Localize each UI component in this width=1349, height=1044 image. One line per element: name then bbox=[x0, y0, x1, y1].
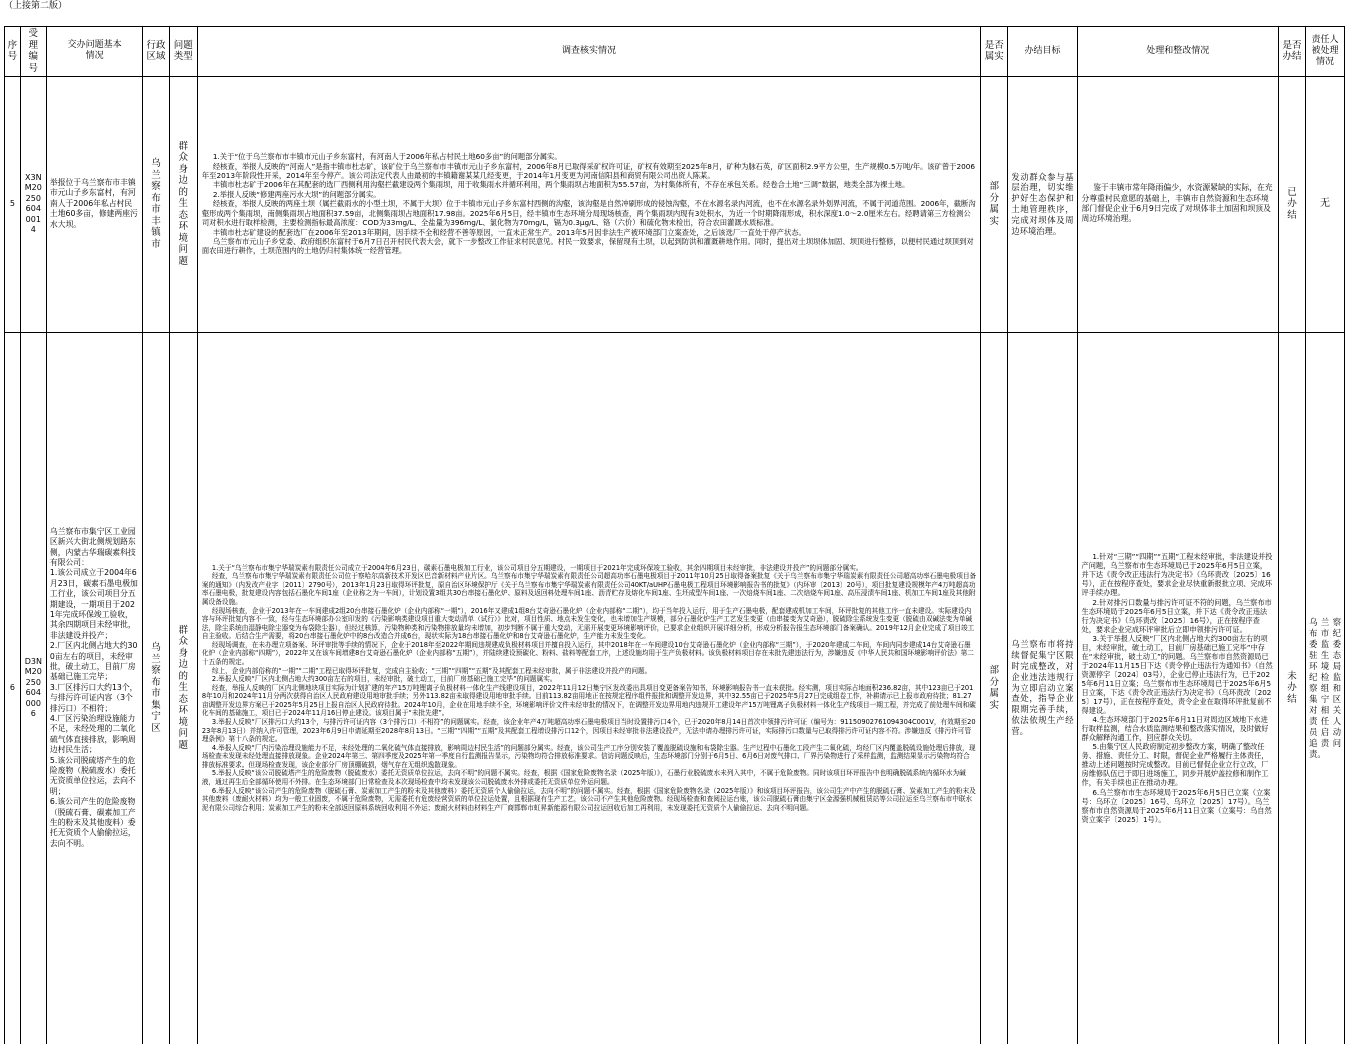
row6-survey-para: 综上，企业内部俗称的“一期”“二期”工程已取得环评批复，完成自主验收；“三期”“四期”“五期”及其配套工程未经审批，属于非法建设并投产的问题。 bbox=[211, 666, 652, 675]
header-id: 受理编号 bbox=[20, 27, 46, 77]
header-accountability: 责任人被处理情况 bbox=[1306, 27, 1345, 77]
row6-region: 乌兰察布市集宁区 bbox=[143, 332, 169, 1044]
row5-seq: 5 bbox=[5, 76, 21, 332]
row6-handling-para: 1.针对“三期”“四期”“五期”工程未经审批，非法建设并投产问题，乌兰察布市生态环境局已于2025年6月5日立案，并下达《责令改正违法行为决定书》（乌环责改〔2025〕16号），正在按程序查处，要求企业尽快重新报批立项、完成环评手续办理。 bbox=[1081, 552, 1273, 598]
row6-survey-para: 1.关于“乌兰察布市集宁华瑞炭素有限责任公司成立于2004年6月23日，碳素石墨电极加工行业，该公司项目分五期建设，一期项目于2021年完成环保竣工验收，其余四期项目未经审批，非法建设并投产”的问题部分属实。 bbox=[211, 563, 863, 572]
row6-handling-para: 6.乌兰察布市生态环境局于2025年6月5日已立案（立案号：乌环立〔2025〕16号、乌环立〔2025〕17号）。乌兰察布市自然资源局于2025年6月11日立案（立案号：乌自然资立案字〔2025〕1号）。 bbox=[1081, 787, 1272, 824]
row5-region: 乌兰察布市丰镇市 bbox=[143, 76, 169, 332]
row6-problem-item: 2.厂区内北侧占地大约300亩左右的项目，未经审批，破土动工，目前厂房基础已施工完毕； bbox=[49, 641, 138, 682]
row5-survey-para: 丰镇市杜志矿建设的配套选厂在2006年至2013年期间，因手续不全和经营不善等原因，一直未正常生产。2013年5月因非法生产被环境部门立案查处，之后该选厂一直处于停产状态。 bbox=[212, 227, 806, 237]
row6-id: D3NM202506040006 bbox=[20, 332, 46, 1044]
row6-problem-item: 乌兰察布市集宁区工业园区新兴大街北侧规划路东侧，内蒙古华瑞碳素科技有限公司： bbox=[49, 526, 136, 567]
row6-survey-para: 5.举报人反映“该公司脱硫塔产生的危险废物（脱硫废水）委托无资质单位拉运，去向不明”的问题不属实。经查，根据《国家危险废物名录（2025年版）》，石墨行业脱硫废水未列入其中，不属于危险废物。同时该项目环评报告中也明确脱硫系统内循环水为碱液，通过再生后全部循环使用不外排。在生态环境部门日常检查及本次现场检查中均未发现该公司脱硫废水外排或委托无资质单位外运问题。 bbox=[201, 769, 966, 787]
row6-handling bbox=[1077, 332, 1278, 1044]
row6-survey-para: 经现场核查，企业于2013年在一车间建成2组20台串接石墨化炉（企业内部称“一期”），2016年又建成1组8台艾奇逊石墨化炉（企业内部称“二期”），均于当年投入运行，用于生产石墨电极，配套建成机加工车间，环评批复的其他工序一直未建设。实际建设内容与环评批复内容不一致，经与生态环境部办公室印发的《污染影响类建设项目重大变动清单（试行）》比对，项目性质、地点未发生变化，也未增加生产规模，部分石墨化炉生产工艺发生变更（由串接变为艾奇逊），脱硫除尘系统发生变更（脱硫由双碱法变为单碱法，除尘系统由湿静电除尘器变为布袋除尘器），但经过核算，污染物种类和污染物排放量均未增加，初步判断不属于重大变动，无需开展变更环境影响评价，已要求企业组织开展详细分析，形成分析报告报生态环境部门备案确认。2019年12月企业完成了项目竣工自主验收。后结合生产需要，将20台串接石墨化炉中的8台改造合并成6台，现状实际为18台串接石墨化炉和8台艾奇逊石墨化炉，生产能力未发生变化。 bbox=[201, 606, 975, 641]
row6-survey-para: 2.举报人反映“厂区内北侧占地大约300亩左右的项目，未经审批，破土动工，目前厂房基础已施工完毕”的问题属实。 bbox=[211, 675, 557, 684]
row5-done: 已办结 bbox=[1278, 76, 1305, 332]
row5-accountability: 无 bbox=[1306, 76, 1345, 332]
row5-handling bbox=[1077, 76, 1278, 332]
row6-problem-item: 6.该公司产生的危险废物（脱硫石膏、碳素加工产生的粉末及其他废料）委托无资质个人偷偷拉运，去向不明。 bbox=[49, 797, 136, 848]
row6-accountability: 乌兰察布市纪委监委驻生态环境局纪检监察组和集宁区对相关责任人员启动追责问责。 bbox=[1306, 332, 1345, 1044]
header-survey: 调查核实情况 bbox=[197, 27, 980, 77]
table-row-6 bbox=[5, 332, 1345, 1044]
row5-id: X3NM202506040014 bbox=[20, 76, 46, 332]
row6-verified: 部分属实 bbox=[981, 332, 1008, 1044]
continued-label: （上接第二版） bbox=[4, 1, 68, 11]
row5-verified: 部分属实 bbox=[981, 76, 1008, 332]
header-goal: 办结目标 bbox=[1008, 27, 1077, 77]
row6-goal: 乌兰察布市将持续督促集宁区限时完成整改，对企业违法违规行为立即启动立案查处，指导企业限期完善手续，依法依规生产经营。 bbox=[1008, 332, 1077, 1044]
complaint-table bbox=[4, 26, 1345, 1044]
table-row-5 bbox=[5, 76, 1345, 332]
row5-survey-para: 2.举报人反映“修建两座污水大坝”的问题部分属实。 bbox=[212, 189, 381, 199]
row6-survey-para: 经现场调查，在未办理立项备案、环评审批等手续的情况下，企业于2018年至2022年期间违规建成负极材料项目并擅自投入运行，其中2018年在一车间建设10台艾奇逊石墨化炉（企业内部称“三期”），于2020年建成二车间，车间内同步建成14台艾奇逊石墨化炉（企业内部称“四期”），2022年又在该车间增建8台艾奇逊石墨化炉（企业内部称“五期”），并陆续建设预碳化、粉料、盐料等配套工序，上述设施均用于生产负极材料。该负极材料项目存在未批先建违法行为，涉嫌违反《中华人民共和国环境影响评价法》第二十五条的规定。 bbox=[201, 640, 974, 666]
row6-survey-para: 经查，举报人反映的厂区内北侧地块项目实际为计划扩建的年产15万吨锂离子负极材料一体化生产线建设项目，2022年11月12日集宁区发改委出具项目变更备案告知书，环境影响报告书一直未获批。经实测，项目实际占地面积236.82亩，其中123亩已于2018年10月和2024年11月分两次获得自治区人民政府建设用地审批手续；另外113.82亩未取得建设用地审批手续。目前113.82亩用地正在按规定程序组件报批和调整开发边界，其中32.55亩已于2025年5月27日完成组卷工作，补耕请示已上报市政府待批；81.27亩调整开发边界方案已于2025年5月25日上报自治区人民政府待批。2024年10月，企业在用地手续不全，环境影响评价文件未经审批的情况下，在调整开发边界用地内违规开工建设年产15万吨锂离子负极材料一体化生产线项目一期工程，并完成了前处理车间和碳化车间的基础施工，项目已于2024年11月16日停止建设。该项目属于“未批先建”。 bbox=[201, 683, 976, 718]
row5-goal: 发动群众参与基层治理，切实维护好生态保护和土地管理秩序，完成对坝体及周边环境治理。 bbox=[1008, 76, 1077, 332]
row6-type: 群众身边的生态环境问题 bbox=[169, 332, 197, 1044]
row5-survey bbox=[197, 76, 980, 332]
row6-problem-item: 1.该公司成立于2004年6月23日，碳素石墨电极加工行业，该公司项目分五期建设，一期项目于2021年完成环保竣工验收，其余四期项目未经审批，非法建设并投产； bbox=[49, 568, 138, 640]
row6-survey-para: 3.举报人反映“厂区排污口大约13个，与排污许可证内容（3个排污口）不相符”的问题属实。经查，该企业年产4万吨超高功率石墨电极项目当时设置排污口4个，已于2020年8月14日首次申领排污许可证（编号为：91150902761094304C001V，有效期至2023年8月13日）并纳入许可管理，2023年6月9日申请延期至2028年8月13日。“三期”“四期”“五期”及其配套工程增设排污口12个，因项目未经审批非法建设投产，无法申请办理排污许可证，实际排污口数量与已取得排污许可证内容不符。涉嫌违反《排污许可管理条例》第十八条的规定。 bbox=[201, 718, 976, 744]
row5-survey-para: 乌兰察布市元山子乡党委、政府组织东富村于6月7日召开村民代表大会，就下一步整改工作征求村民意见。村民一致要求，保留现有土坝，以起到防洪和灌溉耕地作用。同时，提出对土坝坝体加固、坝顶进行整修，以便村民通过坝顶到对面农田进行耕作，土坝范围内的土地仍归村集体统一经营管理。 bbox=[201, 236, 974, 256]
row6-survey-para: 6.举报人反映“该公司产生的危险废物（脱硫石膏、炭素加工产生的粉末及其他废料）委托无资质个人偷偷拉运，去向不明”的问题不属实。经查，根据《国家危险废物名录（2025年版）》和该项目环评报告，该公司生产中产生的脱硫石膏、炭素加工产生的粉末及其他废料（废耐火材料）均为一般工业固废，不属于危险废物，无需委托有危废经营资质的单位拉运处置，且根据现有生产工艺，该公司不产生其他危险废物。经现场检查和查阅拉运台账，该公司脱硫石膏由集宁区金源强机械租赁站等公司拉运至乌兰察布市中联水泥有限公司综合利用；炭素加工产生的粉末全部返回原料系统回收利用不外运；废耐火材料由材料生产厂商邯郸市虹昇新能源有限公司拉运回收后加工再利用，未发现委托无资质个人偷偷拉运、去向不明问题。 bbox=[201, 786, 976, 812]
row5-survey-para: 经核查，举报人反映的两座土坝（属拦截雨水的小型土坝，不属于大坝）位于丰镇市元山子乡东富村西侧的沟壑，该沟壑是自然冲刷形成的侵蚀沟壑，不在水源名录内河流，也不在水源名录外划界河流，不属于河道范围。2006年，截断沟壑形成两个集雨坝，南侧集雨坝占地面积37.59亩，北侧集雨坝占地面积17.98亩。2025年6月5日，经丰镇市生态环境分局现场核查，两个集雨坝内现有3处积水，为近一个时期降雨形成，积水深度1.0～2.0厘米左右。经聘请第三方检测公司对积水进行取样检测，主要检测指标最高浓度：COD为33mg/L、全盐量为396mg/L、氯化物为70mg/L，镉为0.3μg/L、铬（六价）和硫化物未检出，符合农田灌溉水质标准。 bbox=[201, 199, 976, 228]
row6-problem-item: 5.该公司脱硫塔产生的危险废物（脱硫废水）委托无资质单位拉运，去向不明； bbox=[49, 755, 136, 796]
row5-survey-para: 经核查，举报人反映的“河南人”是指丰镇市杜志矿，该矿位于乌兰察布市丰镇市元山子乡东富村，2006年8月已取得采矿权许可证，矿权有效期至2025年8月，矿种为脉石英，矿区面积2.9平方公里，生产规模0.5万吨/年。该矿曾于2006年至2013年阶段性开采，2014年至今停产。该公司法定代表人由最初的丰镇籍谢某某几经变更，于2014年1月变更为河南信阳县和商贸有限公司出资人陈某。 bbox=[201, 161, 976, 181]
header-handling: 处理和整改情况 bbox=[1077, 27, 1278, 77]
row6-problem-item: 3.厂区排污口大约13个，与排污许可证内容（3个排污口）不相符； bbox=[49, 682, 138, 713]
header-done: 是否办结 bbox=[1278, 27, 1305, 77]
row5-type: 群众身边的生态环境问题 bbox=[169, 76, 197, 332]
row6-handling-para: 3.关于举报人反映“厂区内北侧占地大约300亩左右的项目，未经审批，破土动工，目前厂房基础已施工完毕”中存在“未经审批，破土动工”的问题。乌兰察布市自然资源局已于2024年11月15日下达《责令停止违法行为通知书》（自然资源停字〔2024〕03号），企业已停止违法行为，已于2025年6月11日立案；乌兰察布市生态环境局已于2025年6月5日立案，下达《责令改正违法行为决定书》（乌环责改〔2025〕17号），正在按程序查处，责令企业在取得环评批复前不得建设。 bbox=[1081, 633, 1273, 716]
row6-survey-para: 4.举报人反映“厂内污染治理设施能力不足，未经处理的二氧化硫气体直接排放，影响周边村民生活”的问题部分属实。经查，该公司生产工序分别安装了覆盖脱硫设施和布袋除尘器。生产过程中石墨化工段产生二氧化硫，均经厂区内覆盖脱硫设施处理后排放，现场检查未发现未经处理直接排放现象。企业2024年第三、第四季度及2025年第一季度自行监测报告显示，污染物均符合排放标准要求。信访问题反映后，生态环境部门分别于6月5日、6月6日对废气排口、厂界污染物进行了采样监测，监测结果显示污染物均符合排放标准要求。但现场检查发现，该企业部分厂房顶棚破损，烟气存在无组织逸散现象。 bbox=[201, 743, 976, 769]
row5-survey-para: 1.关于“位于乌兰察布市丰镇市元山子乡东富村，有河南人于2006年私占村民土地60多亩”的问题部分属实。 bbox=[212, 152, 562, 162]
header-seq: 序号 bbox=[5, 27, 21, 77]
row6-survey-para: 经查，乌兰察布市集宁华瑞炭素有限责任公司位于察哈尔高新技术开发区巴音新材料产业片区。乌兰察布市集宁华瑞炭素有限责任公司超高功率石墨电极项目于2011年10月25日取得备案批复《关于乌兰察布市集宁华瑞炭素有限责任公司超高功率石墨电极项目备案的通知》（内发改产业字〔2011〕2790号），2013年1月23日取得环评批复，原自治区环境保护厅《关于乌兰察布市集宁华瑞炭素有限责任公司40KT/aUHP石墨电极工程项目环境影响报告书的批复》（内环审〔2013〕20号），项目批复建设规模年产4万吨超高功率石墨电极，批复建设内容包括石墨化车间1座（企业称之为一车间），计划设置3组共30台串接石墨化炉、原料及返回料处理车间1座、沥青贮存及熔化车间1座、生坯成型车间1座、一次焙烧车间1座、二次焙烧车间1座、高压浸渍车间1座、机加工车间1座及其他附属设备设施。 bbox=[201, 572, 977, 606]
row6-seq: 6 bbox=[5, 332, 21, 1044]
table-header-row bbox=[5, 27, 1345, 77]
header-region: 行政区域 bbox=[143, 27, 169, 77]
header-problem: 交办问题基本情况 bbox=[46, 27, 142, 77]
row6-survey bbox=[197, 332, 980, 1044]
header-verified: 是否属实 bbox=[981, 27, 1008, 77]
header-type: 问题类型 bbox=[169, 27, 197, 77]
row5-problem: 举报位于乌兰察布市丰镇市元山子乡东富村，有河南人于2006年私占村民土地60多亩，修建两座污水大坝。 bbox=[46, 76, 142, 332]
row6-problem-item: 4.厂区污染治理设施能力不足，未经处理的二氧化硫气体直接排放，影响周边村民生活； bbox=[49, 714, 136, 755]
row6-problem bbox=[46, 332, 142, 1044]
row6-handling-para: 4.生态环境部门于2025年6月11日对周边区域地下水进行取样监测，结合水质监测结果和整改落实情况，及时做好群众解释沟通工作，回应群众关切。 bbox=[1081, 715, 1269, 743]
row6-done: 未办结 bbox=[1278, 332, 1305, 1044]
row6-handling-para: 2.针对排污口数量与排污许可证不符的问题，乌兰察布市生态环境局于2025年6月5日立案，并下达《责令改正违法行为决定书》（乌环责改〔2025〕16号），正在按程序查处，要求企业完成环评审批后立即申领排污许可证。 bbox=[1081, 597, 1272, 634]
row6-handling-para: 5.由集宁区人民政府制定初步整改方案，明确了整改任务、措施、责任分工、时限，督促企业严格履行主体责任，推动上述问题按时完成整改。目前已督促企业立行立改，厂房维修队伍已于即日进场施工，同步开展炉盖拉修和制作工作，有关手续也正在推动办理。 bbox=[1081, 742, 1269, 788]
row5-survey-para: 丰镇市杜志矿于2006年在其配套的选厂西侧利用沟壑拦截建设两个集雨坝，用于收集雨水并循环利用，两个集雨坝占地面积为55.57亩，为村集体所有，不存在承包关系。经卷合土地“三调”数据，地类全部为裸土地。 bbox=[212, 180, 910, 190]
row5-handling-para: 鉴于丰镇市常年降雨偏少，水资源紧缺的实际，在充分尊重村民意愿的基础上，丰镇市自然资源和生态环境部门督促企业于6月9日完成了对坝体非土加固和坝顶及周边环境治理。 bbox=[1081, 183, 1273, 224]
